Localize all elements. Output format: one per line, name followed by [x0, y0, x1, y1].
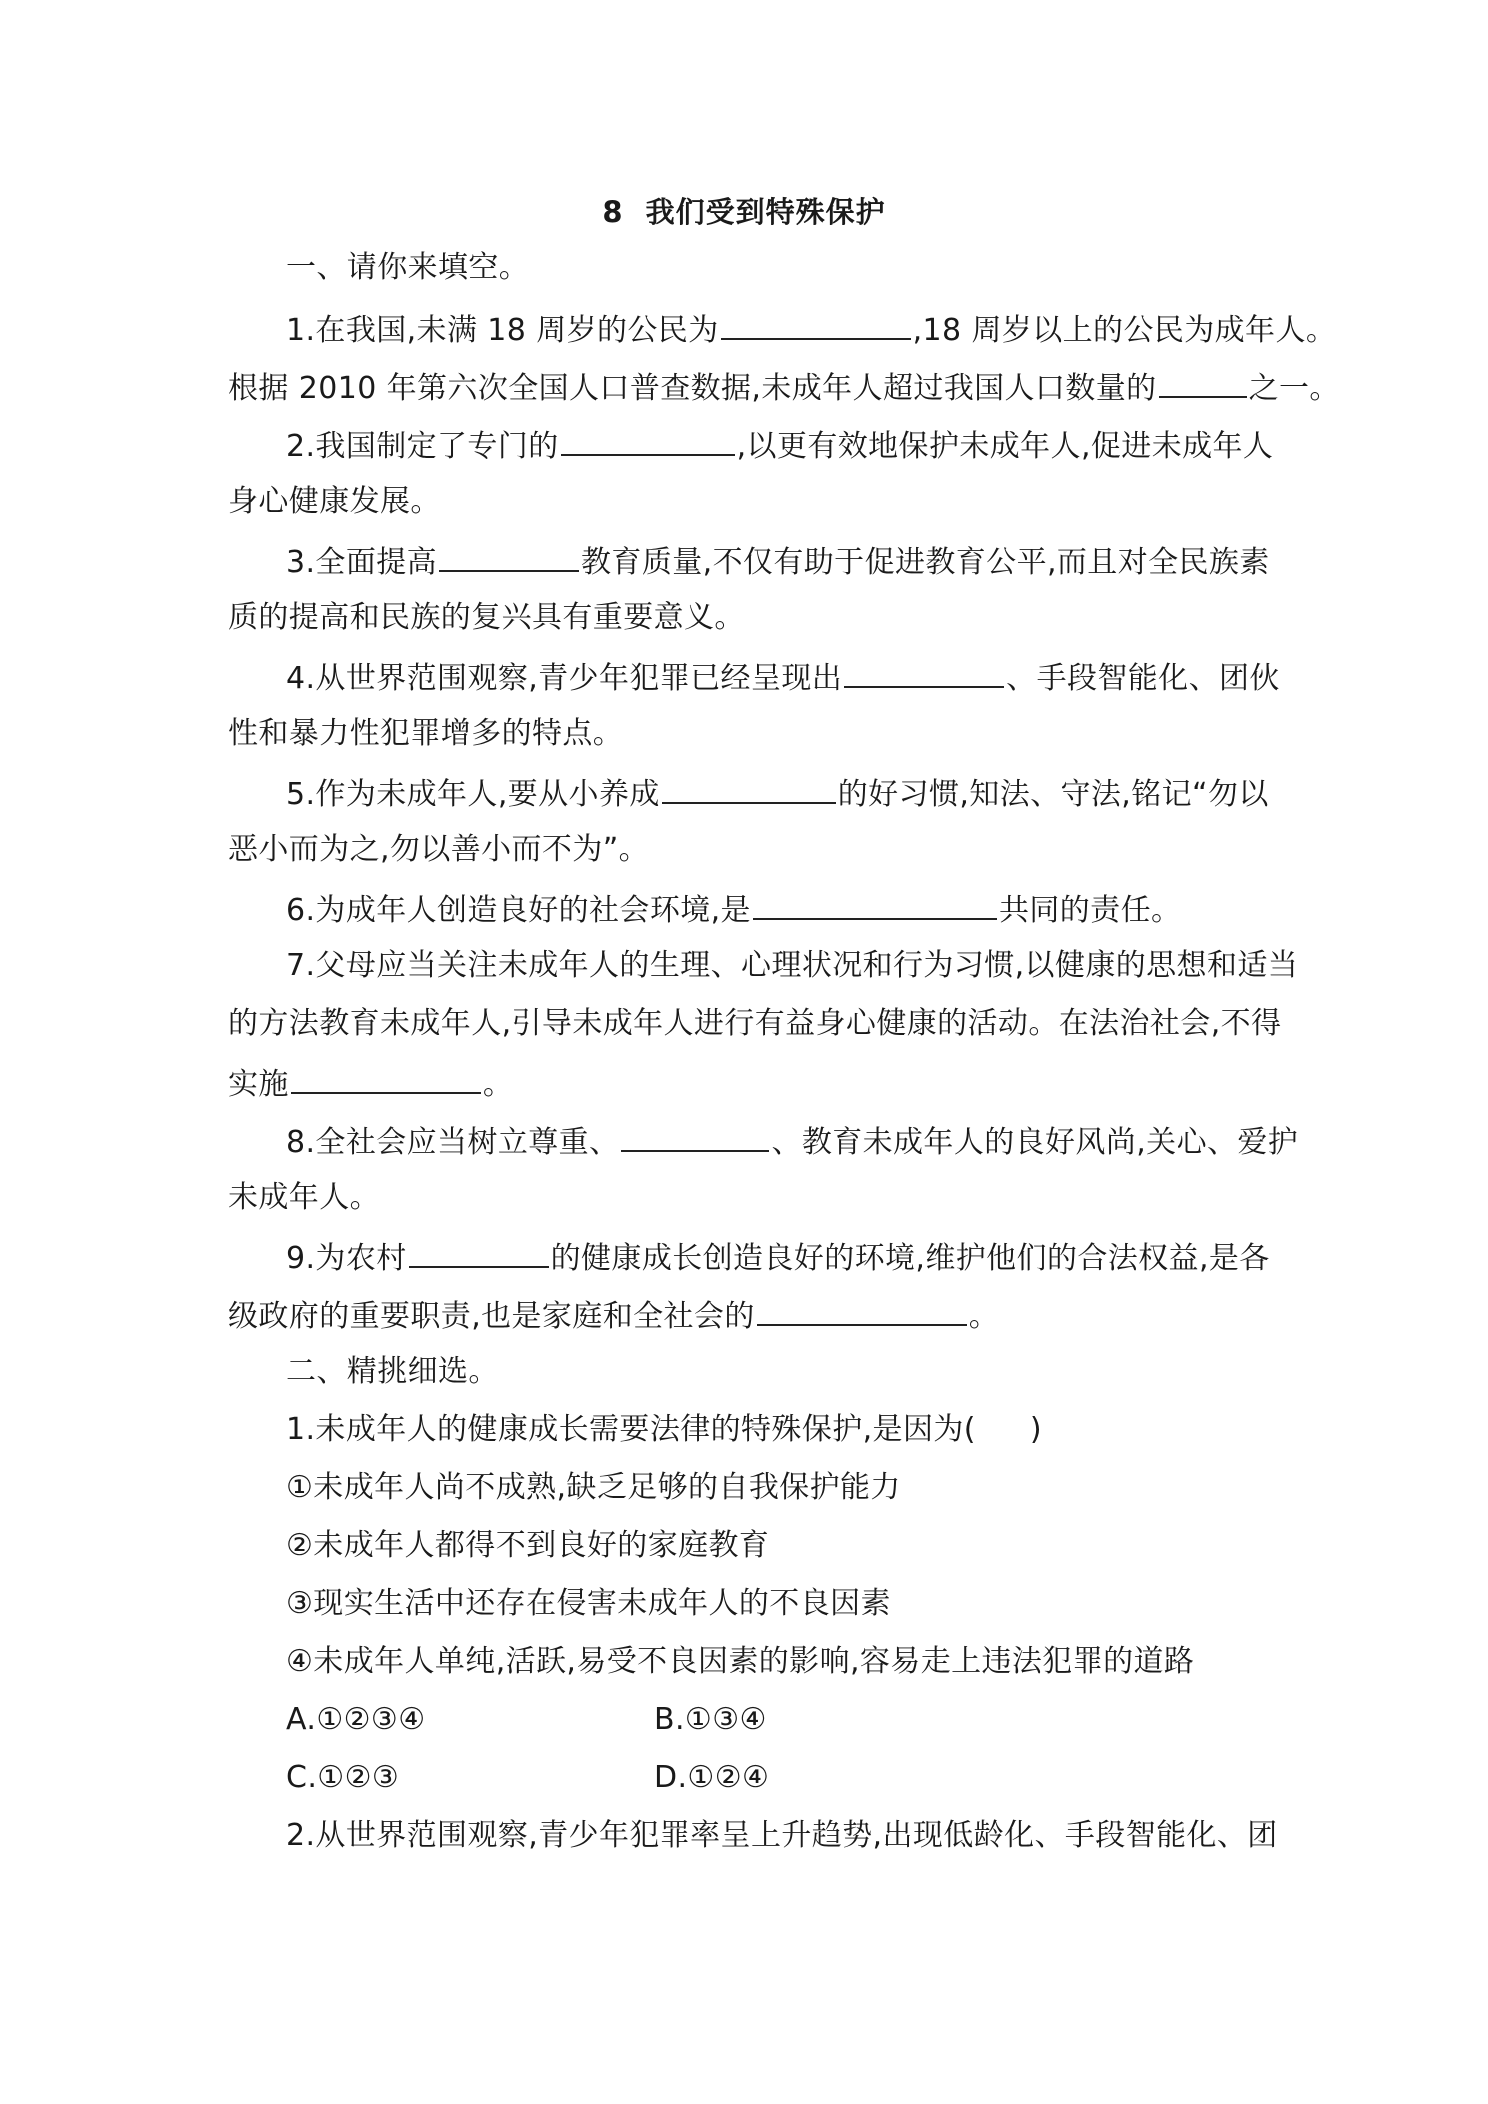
fill-question-3-cont: 质的提高和民族的复兴具有重要意义。: [228, 600, 745, 635]
title-number: 8: [602, 195, 624, 229]
answer-blank[interactable]: [662, 772, 836, 804]
fill-question-7: 7.父母应当关注未成年人的生理、心理状况和行为习惯,以健康的思想和适当: [286, 948, 1299, 983]
section-heading-fill: 一、请你来填空。: [286, 250, 530, 285]
choice-statement-1: ①未成年人尚不成熟,缺乏足够的自我保护能力: [286, 1470, 901, 1505]
choice-statement-3: ③现实生活中还存在侵害未成年人的不良因素: [286, 1586, 891, 1621]
fill-question-5-cont: 恶小而为之,勿以善小而不为”。: [228, 832, 650, 867]
answer-blank[interactable]: [561, 424, 735, 456]
fill-question-9: 9.为农村 的健康成长创造良好的环境,维护他们的合法权益,是各: [286, 1236, 1270, 1279]
fill-question-1: 1.在我国,未满 18 周岁的公民为 ,18 周岁以上的公民为成年人。: [286, 308, 1336, 351]
fill-question-4-cont: 性和暴力性犯罪增多的特点。: [228, 716, 624, 751]
fill-question-7-cont2: 实施 。: [228, 1062, 513, 1105]
fill-question-1-cont: 根据 2010 年第六次全国人口普查数据,未成年人超过我国人口数量的 之一。: [228, 366, 1340, 409]
choice-statement-2: ②未成年人都得不到良好的家庭教育: [286, 1528, 770, 1563]
option-b[interactable]: B.①③④: [654, 1702, 767, 1737]
answer-blank[interactable]: [439, 540, 579, 572]
fill-question-7-cont: 的方法教育未成年人,引导未成年人进行有益身心健康的活动。在法治社会,不得: [228, 1006, 1282, 1041]
fill-question-3: 3.全面提高 教育质量,不仅有助于促进教育公平,而且对全民族素: [286, 540, 1270, 583]
answer-blank[interactable]: [844, 656, 1004, 688]
option-c[interactable]: C.①②③: [286, 1760, 400, 1795]
fill-question-8: 8.全社会应当树立尊重、 、教育未成年人的良好风尚,关心、爱护: [286, 1120, 1298, 1163]
answer-blank[interactable]: [621, 1120, 769, 1152]
page-title: [0, 190, 1488, 231]
answer-blank[interactable]: [291, 1062, 481, 1094]
fill-question-2: 2.我国制定了专门的 ,以更有效地保护未成年人,促进未成年人: [286, 424, 1273, 467]
choice-statement-4: ④未成年人单纯,活跃,易受不良因素的影响,容易走上违法犯罪的道路: [286, 1644, 1195, 1679]
option-d[interactable]: D.①②④: [654, 1760, 770, 1795]
fill-question-8-cont: 未成年人。: [228, 1180, 380, 1215]
section-heading-choice: 二、精挑细选。: [286, 1354, 499, 1389]
answer-blank[interactable]: [409, 1236, 549, 1268]
choice-question-2: 2.从世界范围观察,青少年犯罪率呈上升趋势,出现低龄化、手段智能化、团: [286, 1818, 1278, 1853]
fill-question-5: 5.作为未成年人,要从小养成 的好习惯,知法、守法,铭记“勿以: [286, 772, 1269, 815]
title-text: 我们受到特殊保护: [645, 195, 886, 229]
fill-question-9-cont: 级政府的重要职责,也是家庭和全社会的 。: [228, 1294, 999, 1337]
fill-question-2-cont: 身心健康发展。: [228, 484, 441, 519]
fill-question-6: 6.为成年人创造良好的社会环境,是 共同的责任。: [286, 888, 1181, 931]
answer-blank[interactable]: [757, 1294, 967, 1326]
option-a[interactable]: A.①②③④: [286, 1702, 426, 1737]
answer-blank[interactable]: [753, 888, 997, 920]
choice-question-1: 1.未成年人的健康成长需要法律的特殊保护,是因为( ): [286, 1412, 1042, 1447]
answer-blank[interactable]: [1159, 366, 1247, 398]
fill-question-4: 4.从世界范围观察,青少年犯罪已经呈现出 、手段智能化、团伙: [286, 656, 1280, 699]
answer-blank[interactable]: [721, 308, 911, 340]
